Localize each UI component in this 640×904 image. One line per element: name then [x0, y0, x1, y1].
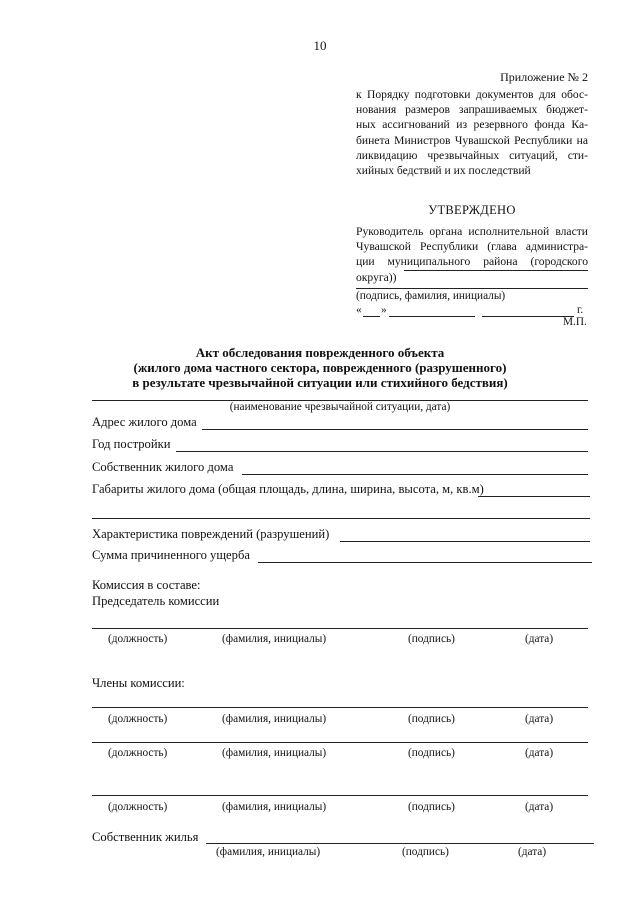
appendix-line: хийных бедствий и их последствий: [356, 164, 531, 178]
sig-position-label: (должность): [108, 633, 168, 645]
sig-signature-label: (подпись): [408, 801, 455, 813]
emergency-name-hint: (наименование чрезвычайной ситуации, дата): [229, 401, 451, 413]
appendix-text: [356, 87, 588, 178]
appendix-line: ных ассигнований из резервного фонда Ка-: [356, 118, 588, 132]
sig-position-label: (должность): [108, 747, 168, 759]
field-damage-sum-line[interactable]: [258, 562, 592, 563]
field-year-label: Год постройки: [92, 437, 171, 451]
sig-position-label: (должность): [108, 801, 168, 813]
date-year-line[interactable]: [482, 316, 574, 317]
commission-intro: Комиссия в составе:: [92, 578, 201, 592]
appendix-line: нования размеров запрашиваемых бюджет-: [356, 103, 588, 117]
sig-date-label: (дата): [525, 801, 554, 813]
sig-position-label: (должность): [108, 713, 168, 725]
sig-name-label: (фамилия, инициалы): [222, 713, 327, 725]
approval-head-fill-line[interactable]: [404, 270, 588, 271]
sig-name-label: (фамилия, инициалы): [222, 747, 327, 759]
act-title-line: (жилого дома частного сектора, поврежденного (разрушенного): [133, 360, 507, 375]
commission-chairman: Председатель комиссии: [92, 594, 220, 608]
approval-head-text: [356, 224, 588, 285]
page-number: 10: [313, 38, 327, 53]
date-open-quote: «: [356, 304, 362, 316]
sig-name-label: (фамилия, инициалы): [222, 633, 327, 645]
appendix-title: Приложение № 2: [500, 70, 588, 84]
approval-signature-hint: (подпись, фамилия, инициалы): [356, 290, 506, 302]
year-suffix: г.: [577, 304, 584, 316]
housing-owner-line[interactable]: [206, 843, 594, 844]
owner-sig-signature-label: (подпись): [402, 846, 449, 858]
housing-owner-label: Собственник жилья: [92, 830, 199, 844]
field-damage-label: Характеристика повреждений (разрушений): [92, 527, 330, 541]
owner-sig-date-label: (дата): [518, 846, 547, 858]
owner-sig-name-label: (фамилия, инициалы): [216, 846, 321, 858]
field-owner-label: Собственник жилого дома: [92, 460, 234, 474]
approval-line: ции муниципального района (городского: [356, 255, 588, 269]
act-title-line: в результате чрезвычайной ситуации или стихийного бедствия): [132, 375, 508, 390]
stamp-mark: М.П.: [563, 316, 587, 328]
approval-signature-line[interactable]: [356, 288, 588, 289]
field-dimensions-line[interactable]: [478, 496, 590, 497]
sig-date-label: (дата): [525, 633, 554, 645]
approval-line: округа)): [356, 270, 397, 284]
approval-line: Чувашской Республики (глава администра-: [356, 240, 588, 254]
sig-signature-label: (подпись): [408, 747, 455, 759]
member-3-signature-line[interactable]: [92, 795, 588, 796]
field-owner-line[interactable]: [242, 474, 588, 475]
appendix-line: к Порядку подготовки документов для обос-: [356, 88, 588, 101]
sig-name-label: (фамилия, инициалы): [222, 801, 327, 813]
commission-members: Члены комиссии:: [92, 676, 185, 690]
act-title-line: Акт обследования поврежденного объекта: [195, 345, 445, 360]
approval-line: Руководитель органа исполнительной власти: [356, 225, 588, 238]
field-dimensions-line-2[interactable]: [92, 518, 590, 519]
act-title: [0, 345, 640, 390]
field-damage-sum-label: Сумма причиненного ущерба: [92, 548, 250, 562]
field-year-line[interactable]: [176, 451, 588, 452]
field-address-label: Адрес жилого дома: [92, 415, 197, 429]
sig-signature-label: (подпись): [408, 633, 455, 645]
member-1-signature-line[interactable]: [92, 707, 588, 708]
approved-label: УТВЕРЖДЕНО: [428, 203, 516, 217]
date-month-line[interactable]: [389, 316, 475, 317]
chairman-signature-line[interactable]: [92, 628, 588, 629]
sig-date-label: (дата): [525, 713, 554, 725]
sig-signature-label: (подпись): [408, 713, 455, 725]
appendix-line: ликвидацию чрезвычайных ситуаций, сти-: [356, 148, 588, 162]
field-address-line[interactable]: [202, 429, 588, 430]
field-dimensions-label: Габариты жилого дома (общая площадь, длина, ширина, высота, м, кв.м): [92, 482, 484, 496]
field-damage-line[interactable]: [340, 541, 590, 542]
date-close-quote: »: [381, 304, 387, 316]
date-day-line[interactable]: [363, 316, 380, 317]
appendix-line: бинета Министров Чувашской Республики на: [356, 133, 588, 147]
member-2-signature-line[interactable]: [92, 742, 588, 743]
sig-date-label: (дата): [525, 747, 554, 759]
